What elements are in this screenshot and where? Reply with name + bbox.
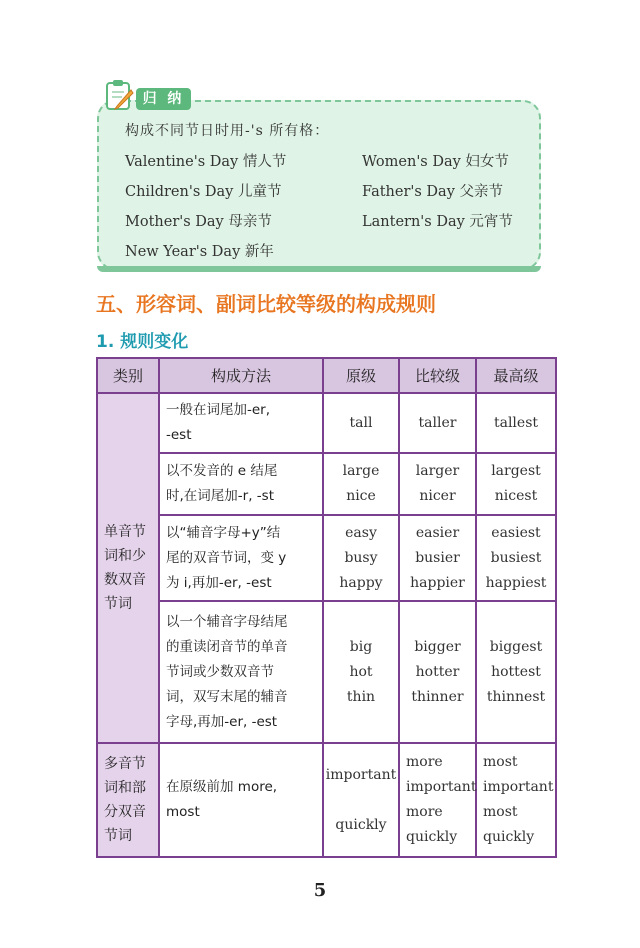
table-row <box>97 393 556 453</box>
table-row <box>97 453 556 515</box>
header-method: 构成方法 <box>159 358 323 393</box>
comparative-cell: more important more quickly <box>399 743 476 857</box>
header-superlative: 最高级 <box>476 358 556 393</box>
subsection-title: 1. 规则变化 <box>96 332 189 352</box>
holiday-item: New Year's Day 新年 <box>125 244 274 260</box>
superlative-cell: tallest <box>476 393 556 453</box>
superlative-cell: largest nicest <box>476 453 556 515</box>
clipboard-pencil-icon <box>104 78 134 112</box>
positive-cell: easy busy happy <box>323 515 399 601</box>
rule-cell: 在原级前加 more, most <box>159 743 323 857</box>
summary-box-shadow <box>97 266 541 272</box>
rule-cell: 一般在词尾加-er, -est <box>159 393 323 453</box>
comparative-cell: easier busier happier <box>399 515 476 601</box>
summary-tag: 归 纳 <box>136 88 191 110</box>
header-positive: 原级 <box>323 358 399 393</box>
header-comparative: 比较级 <box>399 358 476 393</box>
superlative-cell: biggest hottest thinnest <box>476 601 556 743</box>
positive-cell: important quickly <box>323 743 399 857</box>
superlative-cell: most important most quickly <box>476 743 556 857</box>
positive-cell: tall <box>323 393 399 453</box>
table-header-row <box>97 358 556 393</box>
holiday-item: Father's Day 父亲节 <box>362 184 504 200</box>
holiday-item: Women's Day 妇女节 <box>362 154 509 170</box>
table-row <box>97 515 556 601</box>
holiday-item: Valentine's Day 情人节 <box>125 154 287 170</box>
comparison-table <box>96 357 557 858</box>
comparative-cell: bigger hotter thinner <box>399 601 476 743</box>
rule-cell: 以不发音的 e 结尾 时,在词尾加-r, -st <box>159 453 323 515</box>
table-row <box>97 601 556 743</box>
page-number: 5 <box>313 880 327 901</box>
section-title: 五、形容词、副词比较等级的构成规则 <box>96 292 436 316</box>
category-multi-syllable: 多音节 词和部 分双音 节词 <box>97 743 159 857</box>
positive-cell: large nice <box>323 453 399 515</box>
holiday-item: Mother's Day 母亲节 <box>125 214 272 230</box>
comparative-cell: taller <box>399 393 476 453</box>
header-category: 类别 <box>97 358 159 393</box>
summary-intro: 构成不同节日时用-'s 所有格： <box>125 123 330 139</box>
rule-cell: 以“辅音字母+y”结 尾的双音节词，变 y 为 i,再加-er, -est <box>159 515 323 601</box>
rule-cell: 以一个辅音字母结尾 的重读闭音节的单音 节词或少数双音节 词，双写末尾的辅音 字母,再加-er, -est <box>159 601 323 743</box>
holiday-item: Lantern's Day 元宵节 <box>362 214 513 230</box>
holiday-item: Children's Day 儿童节 <box>125 184 282 200</box>
table-row <box>97 743 556 857</box>
superlative-cell: easiest busiest happiest <box>476 515 556 601</box>
positive-cell: big hot thin <box>323 601 399 743</box>
category-single-syllable: 单音节 词和少 数双音 节词 <box>97 393 159 743</box>
comparative-cell: larger nicer <box>399 453 476 515</box>
